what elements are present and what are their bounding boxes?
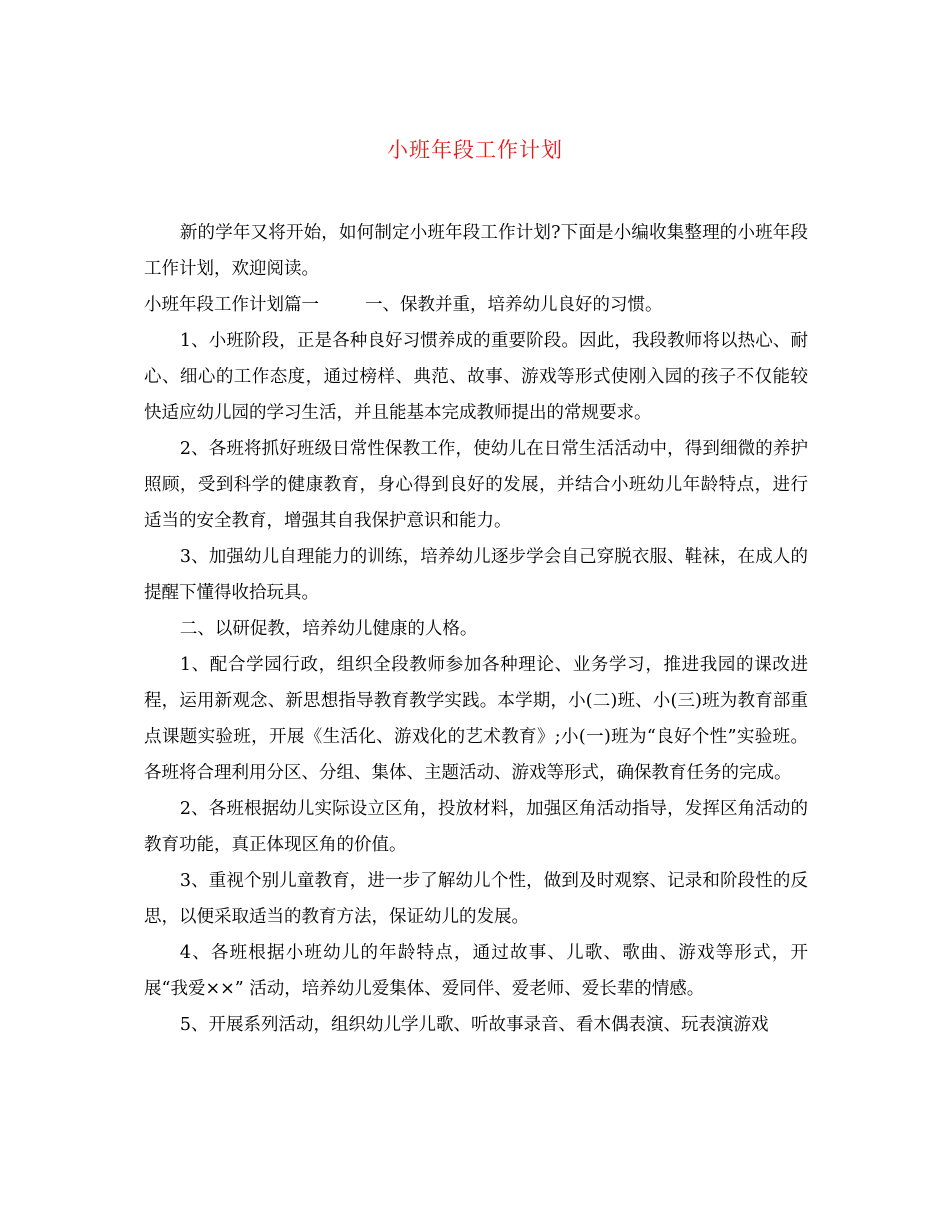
paragraph: 4、各班根据小班幼儿的年龄特点，通过故事、儿歌、歌曲、游戏等形式，开展“我爱××” 活动，培养幼儿爱集体、爱同伴、爱老师、爱长辈的情感。 bbox=[144, 943, 808, 999]
section-heading-line bbox=[144, 287, 808, 323]
document-body bbox=[144, 215, 808, 1043]
part-label: 小班年段工作计划篇一 bbox=[144, 295, 319, 315]
paragraph: 1、配合学园行政，组织全段教师参加各种理论、业务学习，推进我园的课改进程，运用新观念、新思想指导教育教学实践。本学期，小(二)班、小(三)班为教育部重点课题实验班，开展《生活化、游戏化的艺术教育》;小(一)班为“良好个性”实验班。各班将合理利用分区、分组、集体、主题活动、游戏等形式，确保教育任务的完成。 bbox=[144, 655, 808, 783]
paragraph: 5、开展系列活动，组织幼儿学儿歌、听故事录音、看木偶表演、玩表演游戏 bbox=[179, 1015, 769, 1035]
heading-1: 一、保教并重，培养幼儿良好的习惯。 bbox=[365, 295, 663, 315]
paragraph: 2、各班将抓好班级日常性保教工作，使幼儿在日常生活活动中，得到细微的养护照顾，受到科学的健康教育，身心得到良好的发展，并结合小班幼儿年龄特点，进行适当的安全教育，增强其自我保护意识和能力。 bbox=[144, 439, 808, 531]
paragraph: 3、重视个别儿童教育，进一步了解幼儿个性，做到及时观察、记录和阶段性的反思，以便采取适当的教育方法，保证幼儿的发展。 bbox=[144, 871, 808, 927]
intro-paragraph: 新的学年又将开始，如何制定小班年段工作计划?下面是小编收集整理的小班年段工作计划，欢迎阅读。 bbox=[144, 223, 808, 279]
paragraph: 2、各班根据幼儿实际设立区角，投放材料，加强区角活动指导，发挥区角活动的教育功能，真正体现区角的价值。 bbox=[144, 799, 808, 855]
paragraph: 1、小班阶段，正是各种良好习惯养成的重要阶段。因此，我段教师将以热心、耐心、细心的工作态度，通过榜样、典范、故事、游戏等形式使刚入园的孩子不仅能较快适应幼儿园的学习生活，并且能基本完成教师提出的常规要求。 bbox=[144, 331, 808, 423]
paragraph: 3、加强幼儿自理能力的训练，培养幼儿逐步学会自己穿脱衣服、鞋袜，在成人的提醒下懂得收拾玩具。 bbox=[144, 547, 808, 603]
heading-2: 二、以研促教，培养幼儿健康的人格。 bbox=[179, 619, 478, 639]
document-title: 小班年段工作计划 bbox=[387, 138, 563, 162]
